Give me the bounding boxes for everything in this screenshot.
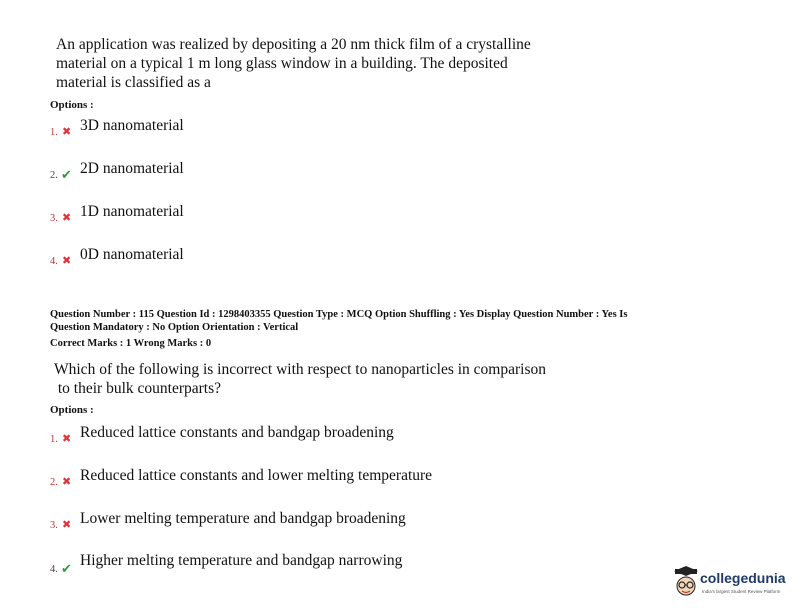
- brand-name: collegedunia: [700, 570, 786, 586]
- question-1-text: [56, 35, 531, 92]
- option-number: 3.: [50, 213, 58, 224]
- wrong-mark-icon: ✖: [62, 433, 72, 445]
- option-number: 4.: [50, 564, 58, 575]
- option-number: 4.: [50, 256, 58, 267]
- option-number: 1.: [50, 434, 58, 445]
- question-1-line: material is classified as a: [56, 74, 211, 91]
- question-1-line: material on a typical 1 m long glass window in a building. The deposited: [56, 55, 508, 72]
- mascot-icon: [672, 566, 700, 600]
- wrong-mark-icon: ✖: [62, 212, 72, 224]
- wrong-mark-icon: ✖: [62, 255, 72, 267]
- correct-check-icon: ✔: [61, 561, 72, 576]
- meta-line: Correct Marks : 1 Wrong Marks : 0: [50, 338, 212, 349]
- wrong-mark-icon: ✖: [62, 476, 72, 488]
- brand-logo: [672, 566, 790, 606]
- brand-tagline: India's largest Student Review Platform: [702, 589, 781, 594]
- question-1-line: An application was realized by depositing a 20 nm thick film of a crystalline: [56, 36, 531, 53]
- option-number: 2.: [50, 170, 58, 181]
- wrong-mark-icon: ✖: [62, 519, 72, 531]
- question-2-meta: [50, 308, 627, 350]
- question-2-text: [54, 360, 546, 398]
- question-2-line: Which of the following is incorrect with respect to nanoparticles in comparison: [54, 361, 546, 378]
- option-text: Higher melting temperature and bandgap narrowing: [80, 552, 403, 569]
- option-number: 3.: [50, 520, 58, 531]
- option-text: 3D nanomaterial: [80, 117, 184, 134]
- options-label: Options :: [50, 404, 94, 416]
- option-text: 0D nanomaterial: [80, 246, 184, 263]
- option-text: Lower melting temperature and bandgap broadening: [80, 510, 406, 527]
- question-2-line: to their bulk counterparts?: [54, 380, 222, 397]
- option-text: Reduced lattice constants and lower melting temperature: [80, 467, 433, 484]
- option-text: Reduced lattice constants and bandgap broadening: [80, 424, 394, 441]
- meta-line: Question Mandatory : No Option Orientation : Vertical: [50, 322, 299, 333]
- option-text: 1D nanomaterial: [80, 203, 184, 220]
- option-number: 1.: [50, 127, 58, 138]
- option-text: 2D nanomaterial: [80, 160, 184, 177]
- options-label: Options :: [50, 99, 94, 111]
- wrong-mark-icon: ✖: [62, 126, 72, 138]
- correct-check-icon: ✔: [61, 167, 72, 182]
- option-number: 2.: [50, 477, 58, 488]
- meta-line: Question Number : 115 Question Id : 1298403355 Question Type : MCQ Option Shuffling : Yes Display Question Number : Yes Is: [50, 309, 628, 320]
